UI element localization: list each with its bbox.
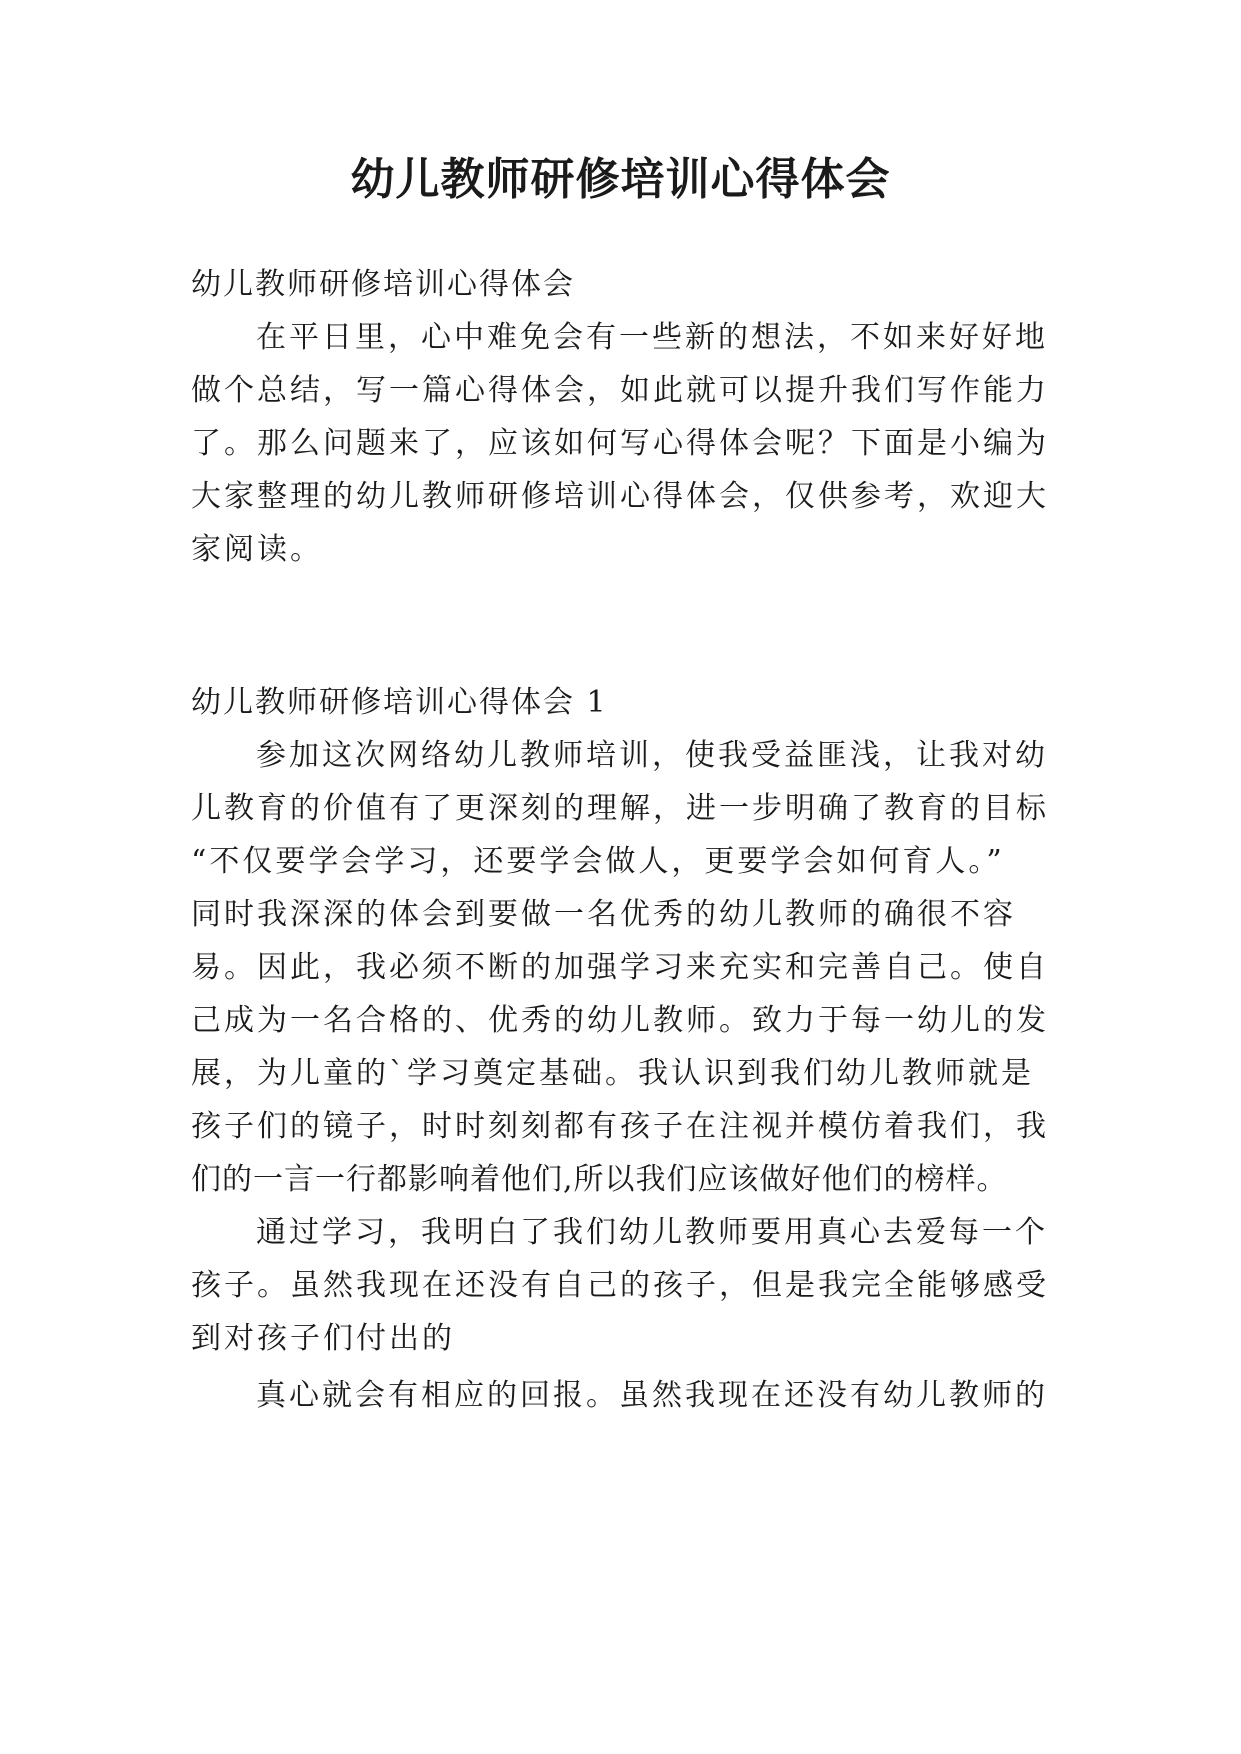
- paragraph-line: 通过学习，我明白了我们幼儿教师要用真心去爱每一个: [256, 1215, 1048, 1250]
- paragraph-line: 易。因此，我必须不断的加强学习来充实和完善自己。使自: [191, 950, 1049, 985]
- intro-heading: 幼儿教师研修培训心得体会: [191, 267, 575, 302]
- paragraph-line: “不仅要学会学习，还要学会做人，更要学会如何育人。”: [191, 844, 1005, 879]
- paragraph-line: 己成为一名合格的、优秀的幼儿教师。致力于每一幼儿的发: [191, 1003, 1049, 1038]
- paragraph-line: 展，为儿童的`学习奠定基础。我认识到我们幼儿教师就是: [191, 1056, 1034, 1091]
- intro-line: 家阅读。: [191, 532, 323, 567]
- paragraph-line: 参加这次网络幼儿教师培训，使我受益匪浅，让我对幼: [256, 738, 1048, 773]
- intro-line: 在平日里，心中难免会有一些新的想法，不如来好好地: [256, 320, 1048, 355]
- section-heading: 幼儿教师研修培训心得体会 1: [191, 685, 608, 720]
- paragraph-line: 孩子们的镜子，时时刻刻都有孩子在注视并模仿着我们，我: [191, 1109, 1049, 1144]
- paragraph-line: 儿教育的价值有了更深刻的理解，进一步明确了教育的目标: [191, 791, 1049, 826]
- intro-line: 了。那么问题来了，应该如何写心得体会呢？下面是小编为: [191, 426, 1049, 461]
- paragraph-line: 同时我深深的体会到要做一名优秀的幼儿教师的确很不容: [191, 897, 1016, 932]
- intro-line: 大家整理的幼儿教师研修培训心得体会，仅供参考，欢迎大: [191, 479, 1049, 514]
- document-title: 幼儿教师研修培训心得体会: [350, 154, 891, 205]
- paragraph-line: 到对孩子们付出的: [191, 1321, 455, 1356]
- paragraph-line: 孩子。虽然我现在还没有自己的孩子，但是我完全能够感受: [191, 1268, 1049, 1303]
- paragraph-line: 真心就会有相应的回报。虽然我现在还没有幼儿教师的: [256, 1378, 1048, 1413]
- paragraph-line: 们的一言一行都影响着他们,所以我们应该做好他们的榜样。: [191, 1162, 1008, 1197]
- intro-line: 做个总结，写一篇心得体会，如此就可以提升我们写作能力: [191, 373, 1049, 408]
